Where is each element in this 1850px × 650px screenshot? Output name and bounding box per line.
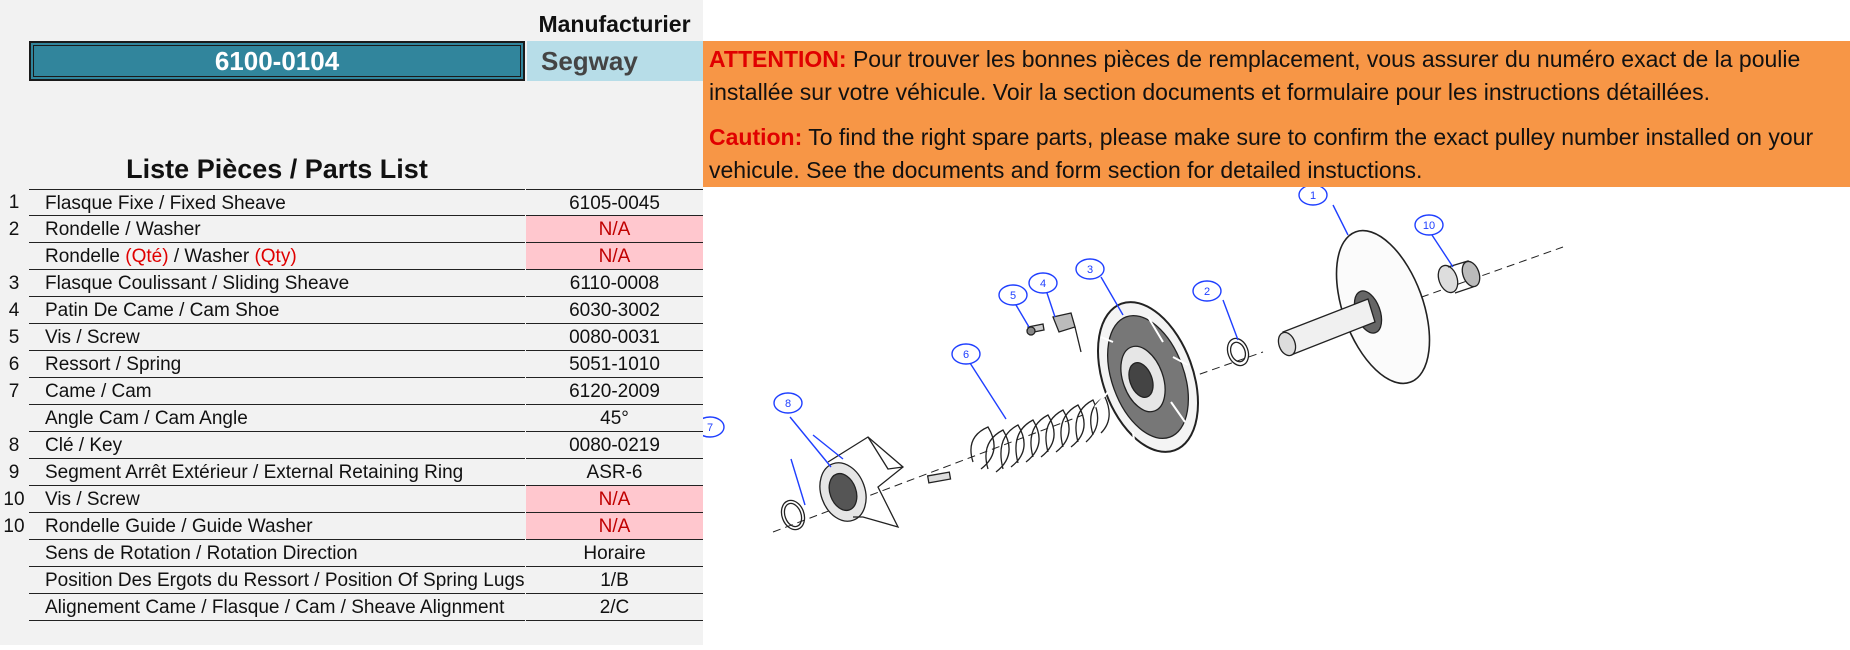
part-4-cam-shoe [1053,313,1081,352]
row-part-number: 0080-0031 [526,324,703,351]
row-number: 9 [8,462,20,483]
table-row [0,351,703,378]
notice-french-text: Pour trouver les bonnes pièces de remplacement, vous assurer du numéro exact de la poulie installée sur votre véhicule. Voir la section documents et formulaire pour les instructions détaillées. [709,46,1801,105]
row-part-number: 6120-2009 [526,378,703,405]
row-description: Sens de Rotation / Rotation Direction [29,540,525,567]
svg-text:2: 2 [1203,286,1211,298]
row-number: 5 [8,327,20,348]
row-part-number: 6030-3002 [526,297,703,324]
svg-text:8: 8 [784,398,792,410]
row-description: Clé / Key [29,432,525,459]
attention-notice [703,41,1850,187]
row-description: Vis / Screw [29,486,525,513]
description-segment: / Washer [168,246,255,267]
row-description: Ressort / Spring [29,351,525,378]
row-part-number: Horaire [526,540,703,567]
row-description: Came / Cam [29,378,525,405]
callout-8 [774,393,802,413]
table-row [0,513,703,540]
svg-text:7: 7 [706,422,714,434]
table-row [0,324,703,351]
row-part-number: 5051-1010 [526,351,703,378]
row-description: Rondelle Guide / Guide Washer [29,513,525,540]
row-part-number: 0080-0219 [526,432,703,459]
table-row [0,270,703,297]
table-row [0,297,703,324]
callout-4 [1029,273,1057,293]
row-part-number: N/A [526,216,703,243]
part-number-cell[interactable]: 6100-0104 [29,41,525,81]
callout-10 [1415,215,1443,235]
callout-1 [1299,187,1327,205]
row-number: 1 [8,192,20,213]
table-row [0,405,703,432]
description-segment: (Qty) [254,246,297,267]
row-part-number: N/A [526,486,703,513]
row-part-number: ASR-6 [526,459,703,486]
row-description: Rondelle / Washer [29,216,525,243]
row-description: Alignement Came / Flasque / Cam / Sheave Alignment [29,594,525,621]
row-number: 3 [8,273,20,294]
row-number: 7 [8,381,20,402]
table-row [0,189,703,216]
row-part-number: N/A [526,513,703,540]
svg-text:5: 5 [1009,290,1017,302]
callout-3 [1076,259,1104,279]
table-row [0,243,703,270]
notice-english-text: To find the right spare parts, please make sure to confirm the exact pulley number installed on your vehicule. See the documents and form section for detailed instuctions. [709,124,1814,183]
part-6-spring [971,397,1109,472]
table-row [0,594,703,621]
table-row [0,432,703,459]
svg-text:10: 10 [1422,220,1436,232]
row-number: 4 [8,300,20,321]
table-row [0,486,703,513]
part-10-guide-washer [1435,259,1483,295]
description-segment: (Qté) [125,246,169,267]
part-8-key [928,472,951,483]
description-segment: Rondelle [45,246,126,267]
svg-text:1: 1 [1309,190,1317,202]
row-description: Flasque Coulissant / Sliding Sheave [29,270,525,297]
callout-6 [952,344,980,364]
part-2-washer [1224,335,1252,368]
row-description: Flasque Fixe / Fixed Sheave [29,189,525,216]
table-row [0,567,703,594]
row-number: 10 [3,489,25,510]
row-description: Angle Cam / Cam Angle [29,405,525,432]
part-1-fixed-sheave [1275,218,1448,396]
row-number: 8 [8,435,20,456]
callout-5 [999,285,1027,305]
manufacturer-value: Segway [527,41,703,81]
parts-panel [0,0,703,645]
row-description: Segment Arrêt Extérieur / External Retaining Ring [29,459,525,486]
svg-text:3: 3 [1086,264,1094,276]
row-description: Vis / Screw [29,324,525,351]
svg-text:6: 6 [962,349,970,361]
row-number: 10 [3,516,25,537]
row-number: 2 [8,219,20,240]
parts-list-title: Liste Pièces / Parts List [126,154,428,184]
callout-7 [703,417,724,437]
svg-text:4: 4 [1039,278,1047,290]
part-5-screw [1027,324,1044,335]
table-row [0,378,703,405]
part-7-cam [812,437,903,528]
row-number: 6 [8,354,20,375]
part-3-sliding-sheave [1079,288,1217,465]
row-part-number: 45° [526,405,703,432]
notice-english-lead: Caution: [709,124,803,150]
row-description: Patin De Came / Cam Shoe [29,297,525,324]
row-part-number: 2/C [526,594,703,621]
row-part-number: N/A [526,243,703,270]
parts-table [0,189,703,621]
notice-french [709,43,1844,109]
row-part-number: 6105-0045 [526,189,703,216]
row-description: Position Des Ergots du Ressort / Position Of Spring Lugs [29,567,525,594]
notice-english [709,121,1844,187]
table-row [0,540,703,567]
table-row [0,216,703,243]
row-part-number: 1/B [526,567,703,594]
row-part-number: 6110-0008 [526,270,703,297]
exploded-pulley-diagram [703,187,1850,645]
pulley-diagram-svg [703,187,1850,645]
callout-2 [1193,281,1221,301]
notice-french-lead: ATTENTION: [709,46,847,72]
manufacturer-label: Manufacturier [538,11,691,37]
table-row [0,459,703,486]
row-description [29,243,525,270]
